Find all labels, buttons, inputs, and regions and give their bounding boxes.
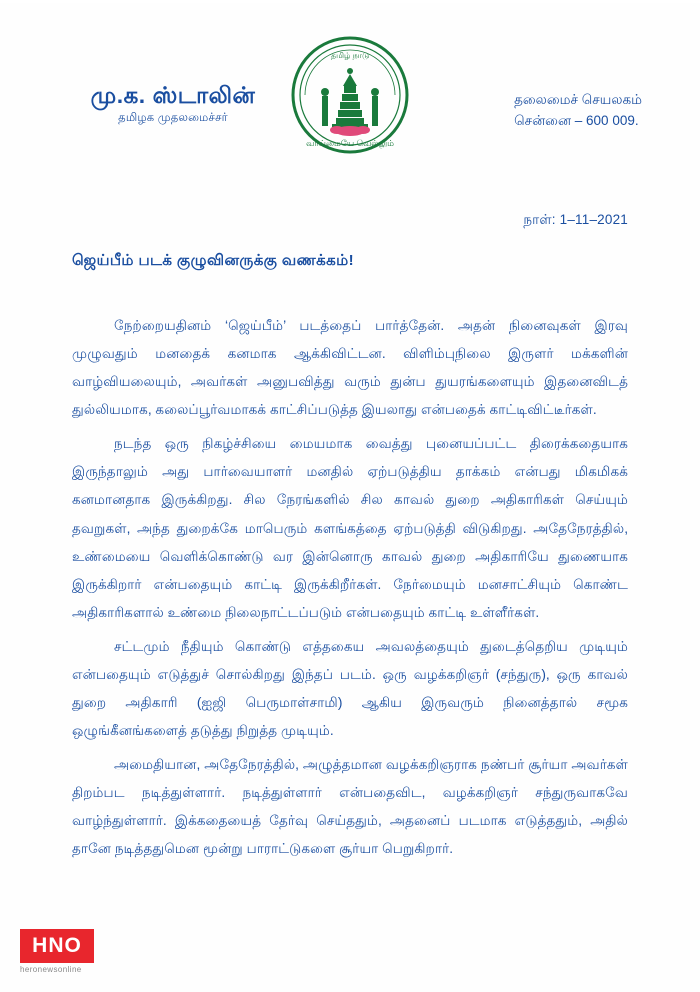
letter-body: [72, 312, 628, 863]
letter-paragraph: அமைதியான, அதேநேரத்தில், அழுத்தமான வழக்கறிஞராக நண்பர் சூர்யா அவர்கள் திறம்பட நடித்துள்ளார். நடித்துள்ளார் என்பதைவிட, வழக்கறிஞர் சந்துருவாகவே வாழ்ந்துள்ளார். இக்கதையைத் தேர்வு செய்ததும், அதனைப் படமாக எடுத்ததும், அதில் தானே நடித்ததுமென மூன்று பாராட்டுகளை சூர்யா பெறுகிறார்.: [72, 757, 628, 857]
letterhead-author-block: [58, 82, 288, 126]
watermark-logo-subtext: heronewsonline: [20, 965, 82, 974]
date-value: 1–11–2021: [559, 212, 628, 227]
letter-paragraph: நடந்த ஒரு நிகழ்ச்சியை மையமாக வைத்து புனையப்பட்ட திரைக்கதையாக இருந்தாலும் அது பார்வையாளர் மனதில் ஏற்படுத்திய தாக்கம் என்பது மிகமிகக் கனமானதாக இருக்கிறது. சில நேரங்களில் சில காவல் துறை அதிகாரிகள் செய்யும் தவறுகள், அந்த துறைக்கே மாபெரும் களங்கத்தை ஏற்படுத்தி விடுகிறது. அதேநேரத்தில், உண்மையை வெளிக்கொண்டு வர இன்னொரு காவல் துறை அதிகாரியே துணையாக இருக்கிறார் என்பதையும் காட்டி இருக்கிறீர்கள். நேர்மையும் மனசாட்சியும் கொண்ட அதிகாரிகளால் உண்மை நிலைநாட்டப்படும் என்பதையும் காட்டி உள்ளீர்கள்.: [72, 436, 628, 620]
date-label: நாள்:: [523, 212, 556, 227]
office-address-line-2: சென்னை – 600 009.: [514, 112, 639, 128]
office-address-line-1: தலைமைச் செயலகம்: [514, 92, 642, 107]
letter-paragraph: நேற்றையதினம் ‘ஜெய்பீம்’ படத்தைப் பார்த்தேன். அதன் நினைவுகள் இரவு முழுவதும் மனதைக் கனமாக ஆக்கிவிட்டன. விளிம்புநிலை இருளர் மக்களின் வாழ்வியலையும், அவர்கள் அனுபவித்து வரும் துன்ப துயரங்களையும் இதனைவிடத் துல்லியமாக, கலைப்பூர்வமாகக் காட்சிப்படுத்த இயலாது என்பதைக் காட்டிவிட்டீர்கள்.: [72, 318, 628, 418]
letter-date: [523, 212, 628, 230]
watermark-logo-text: HNO: [32, 934, 82, 957]
author-name: மு.க. ஸ்டாலின்: [90, 82, 256, 108]
watermark-logo: [20, 929, 112, 974]
letter-salutation: ஜெய்பீம் படக் குழுவினருக்கு வணக்கம்!: [72, 252, 354, 269]
svg-text:வாய்மையே வெல்லும்: வாய்மையே வெல்லும்: [306, 138, 394, 148]
author-designation: தமிழக முதலமைச்சர்: [118, 112, 228, 125]
watermark-logo-box: [20, 929, 94, 963]
letterhead-header: [0, 0, 700, 175]
letter-paragraph: சட்டமும் நீதியும் கொண்டு எத்தகைய அவலத்தையும் துடைத்தெறிய முடியும் என்பதையும் எடுத்துச் சொல்கிறது இந்தப் படம். ஒரு வழக்கறிஞர் (சந்துரு), ஒரு காவல் துறை அதிகாரி (ஐஜி பெருமாள்சாமி) ஆகிய இருவரும் நினைத்தால் சமூக ஒழுங்கீனங்களைத் தடுத்து நிறுத்த முடியும்.: [72, 638, 628, 739]
svg-text:தமிழ் நாடு: தமிழ் நாடு: [330, 51, 370, 60]
tamil-nadu-government-emblem-icon: [289, 34, 411, 156]
office-address-block: [514, 90, 642, 132]
